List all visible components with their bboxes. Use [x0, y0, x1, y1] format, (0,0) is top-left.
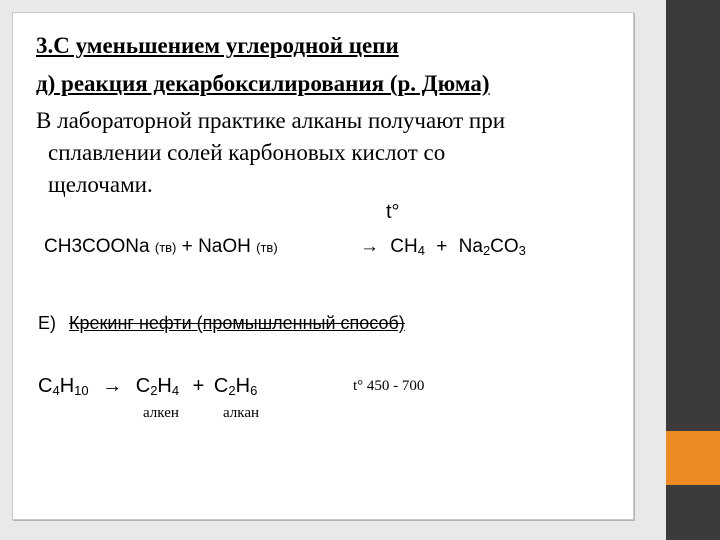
body-text-line-3: щелочами.: [48, 172, 153, 197]
section-e-title: Крекинг нефти (промышленный способ): [69, 313, 405, 333]
section-title: 3.С уменьшением углеродной цепи: [36, 33, 399, 58]
reaction2-equation: [38, 375, 257, 398]
reactant1-state: (тв): [154, 240, 177, 255]
arrow-icon: →: [360, 236, 379, 257]
plus-sign: +: [192, 375, 205, 397]
accent-square: [666, 431, 720, 485]
plus-sign: +: [181, 236, 193, 257]
subsection-title: д) реакция декарбоксилирования (р. Дюма): [36, 71, 490, 96]
label-alkane: алкан: [223, 405, 260, 421]
product-ethane: $C_2H_6$: [213, 375, 258, 398]
body-text-line-1: В лабораторной практике алканы получают при: [36, 108, 506, 133]
reactant2-state: (тв): [256, 240, 278, 255]
body-text-line-2: сплавлении солей карбоновых кислот со: [48, 140, 446, 165]
section-e-prefix: Е): [38, 313, 56, 333]
reactant-sodium-acetate: CH3COONa: [44, 236, 150, 257]
product-methane: $CH_4$: [390, 236, 425, 258]
reaction1-condition: t°: [386, 201, 400, 223]
reaction1-products: [360, 236, 526, 258]
product-ethylene: $C_2H_4$: [135, 375, 180, 398]
product-sodium-carbonate: $Na_2CO_3$: [458, 236, 526, 258]
label-alkene: алкен: [143, 405, 179, 421]
reactant-butane: $C_4H_{10}$: [38, 375, 89, 398]
reactant-sodium-hydroxide: NaOH: [198, 236, 251, 257]
plus-sign: +: [436, 236, 448, 257]
section-e-heading: [38, 313, 405, 334]
reaction1-equation: [44, 236, 278, 258]
arrow-icon: →: [102, 375, 123, 397]
reaction2-condition: t° 450 - 700: [353, 378, 425, 394]
